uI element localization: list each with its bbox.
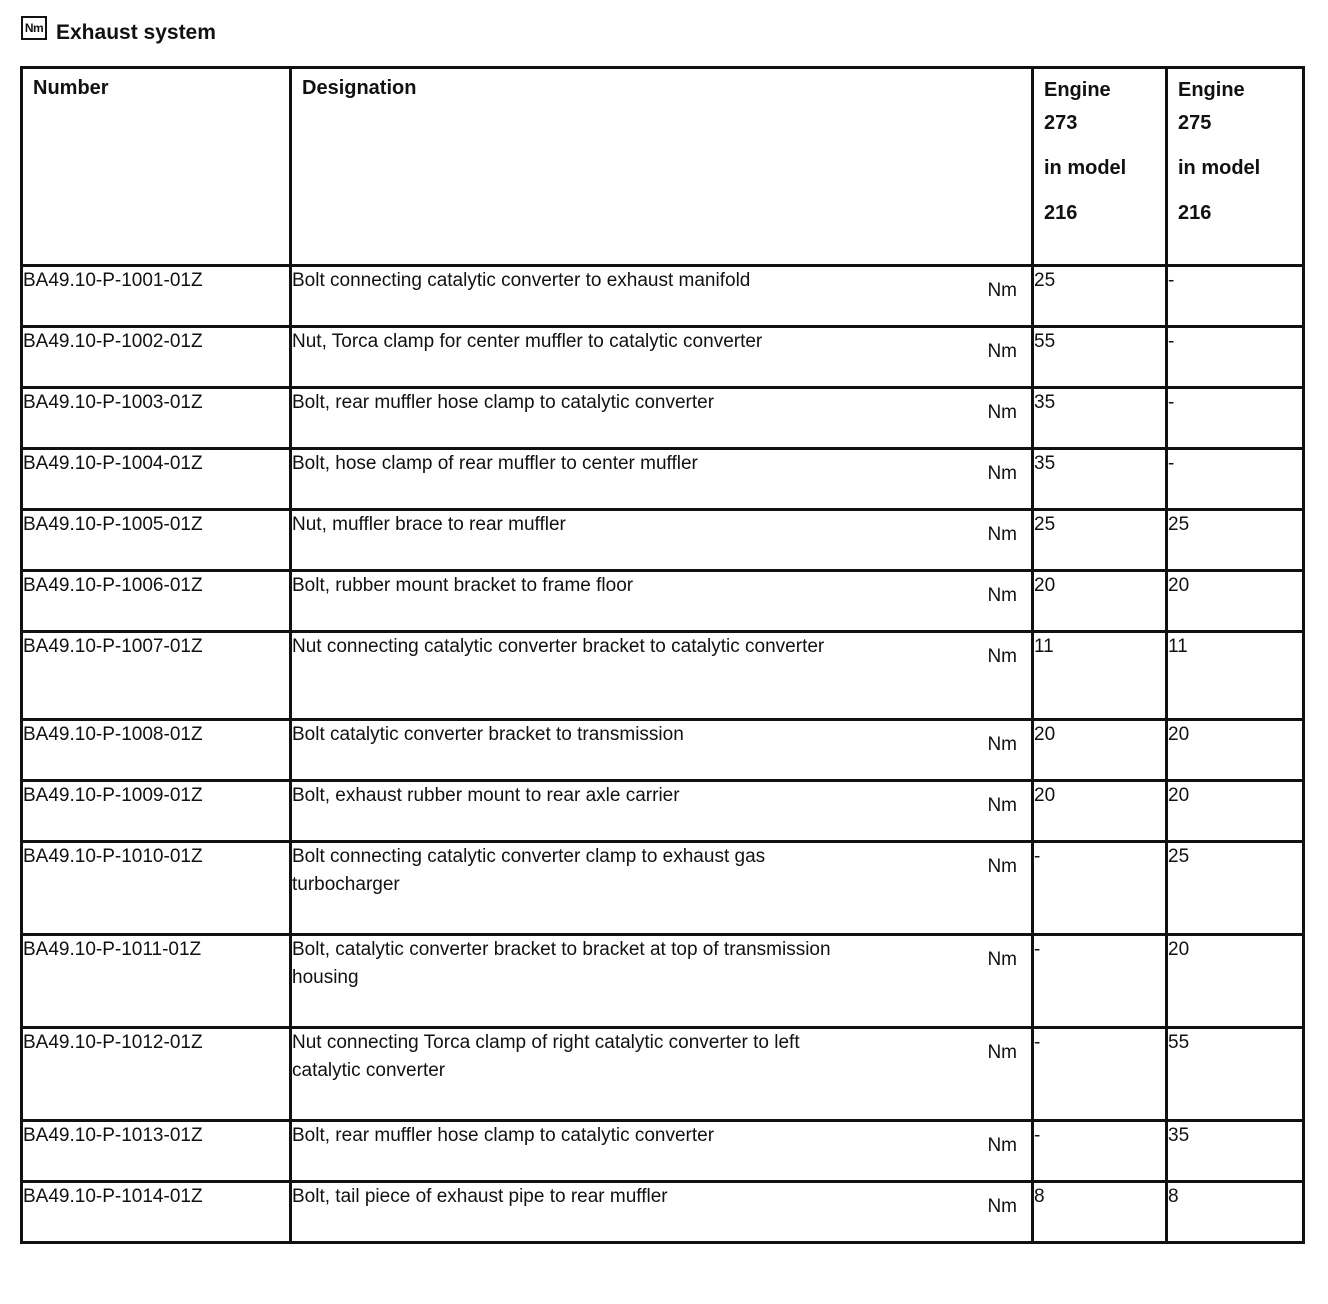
table-body [22, 266, 1304, 1243]
row-number: BA49.10-P-1003-01Z [22, 388, 291, 449]
row-designation-cell [291, 571, 1033, 632]
row-designation-cell [291, 1028, 1033, 1121]
row-unit: Nm [987, 1135, 1017, 1156]
table-row [22, 1121, 1304, 1182]
row-number: BA49.10-P-1008-01Z [22, 720, 291, 781]
row-value-engine-275: - [1167, 449, 1304, 510]
row-number: BA49.10-P-1004-01Z [22, 449, 291, 510]
row-value-engine-273: - [1033, 935, 1167, 1028]
row-unit: Nm [987, 280, 1017, 301]
row-value-engine-275: 8 [1167, 1182, 1304, 1243]
row-unit: Nm [987, 949, 1017, 970]
row-designation: Bolt, rear muffler hose clamp to catalytic converter [292, 392, 715, 413]
row-unit: Nm [987, 463, 1017, 484]
header-engine-275-code: 275 [1178, 112, 1212, 134]
row-value-engine-273: 20 [1033, 720, 1167, 781]
header-designation: Designation [291, 68, 1033, 266]
row-number: BA49.10-P-1010-01Z [22, 842, 291, 935]
row-designation: Bolt, rubber mount bracket to frame floor [292, 575, 634, 596]
row-unit: Nm [987, 795, 1017, 816]
header-engine-275-model-label: in model [1178, 157, 1261, 179]
row-number: BA49.10-P-1007-01Z [22, 632, 291, 720]
document-header [21, 16, 216, 46]
row-unit: Nm [987, 402, 1017, 423]
row-designation: Nut connecting Torca clamp of right catalytic converter to left catalytic converter [292, 1032, 800, 1081]
row-number: BA49.10-P-1005-01Z [22, 510, 291, 571]
row-value-engine-275: 20 [1167, 935, 1304, 1028]
row-designation: Nut connecting catalytic converter bracket to catalytic converter [292, 636, 825, 657]
header-engine-273 [1033, 68, 1167, 266]
table-row [22, 842, 1304, 935]
row-value-engine-273: - [1033, 842, 1167, 935]
row-value-engine-275: - [1167, 266, 1304, 327]
row-designation: Nut, Torca clamp for center muffler to catalytic converter [292, 331, 763, 352]
table-row [22, 781, 1304, 842]
row-designation: Nut, muffler brace to rear muffler [292, 514, 566, 535]
row-designation-cell [291, 632, 1033, 720]
row-value-engine-275: - [1167, 388, 1304, 449]
row-designation-cell [291, 842, 1033, 935]
row-unit: Nm [987, 856, 1017, 877]
row-designation-cell [291, 510, 1033, 571]
row-unit: Nm [987, 524, 1017, 545]
row-number: BA49.10-P-1012-01Z [22, 1028, 291, 1121]
row-value-engine-275: 20 [1167, 781, 1304, 842]
row-designation: Bolt, catalytic converter bracket to bracket at top of transmission housing [292, 939, 831, 988]
row-number: BA49.10-P-1011-01Z [22, 935, 291, 1028]
table-row [22, 266, 1304, 327]
header-engine-275-label: Engine [1178, 79, 1245, 101]
row-designation-cell [291, 1121, 1033, 1182]
row-value-engine-273: 25 [1033, 510, 1167, 571]
header-engine-273-code: 273 [1044, 112, 1078, 134]
row-designation-cell [291, 935, 1033, 1028]
row-value-engine-275: - [1167, 327, 1304, 388]
row-designation: Bolt, hose clamp of rear muffler to center muffler [292, 453, 698, 474]
row-value-engine-275: 35 [1167, 1121, 1304, 1182]
table-row [22, 632, 1304, 720]
table-row [22, 510, 1304, 571]
row-value-engine-275: 25 [1167, 510, 1304, 571]
row-unit: Nm [987, 341, 1017, 362]
table-row [22, 1028, 1304, 1121]
row-value-engine-273: 20 [1033, 781, 1167, 842]
row-unit: Nm [987, 646, 1017, 667]
torque-spec-table [20, 66, 1305, 1244]
row-designation: Bolt, exhaust rubber mount to rear axle carrier [292, 785, 680, 806]
row-value-engine-275: 55 [1167, 1028, 1304, 1121]
row-designation-cell [291, 388, 1033, 449]
table-row [22, 720, 1304, 781]
header-engine-273-model-label: in model [1044, 157, 1127, 179]
row-number: BA49.10-P-1014-01Z [22, 1182, 291, 1243]
table-row [22, 327, 1304, 388]
table-row [22, 388, 1304, 449]
header-engine-273-label: Engine [1044, 79, 1111, 101]
page-title: Exhaust system [56, 21, 216, 44]
table-row [22, 1182, 1304, 1243]
row-designation: Bolt connecting catalytic converter clamp to exhaust gas turbocharger [292, 846, 766, 895]
row-value-engine-273: 25 [1033, 266, 1167, 327]
row-unit: Nm [987, 585, 1017, 606]
table-row [22, 449, 1304, 510]
row-designation-cell [291, 327, 1033, 388]
row-value-engine-273: - [1033, 1121, 1167, 1182]
row-value-engine-273: 55 [1033, 327, 1167, 388]
row-value-engine-273: 35 [1033, 388, 1167, 449]
row-unit: Nm [987, 1196, 1017, 1217]
row-designation: Bolt, tail piece of exhaust pipe to rear muffler [292, 1186, 668, 1207]
row-number: BA49.10-P-1009-01Z [22, 781, 291, 842]
row-number: BA49.10-P-1002-01Z [22, 327, 291, 388]
header-number: Number [22, 68, 291, 266]
header-engine-273-model-code: 216 [1044, 202, 1078, 224]
row-designation-cell [291, 266, 1033, 327]
row-value-engine-273: 8 [1033, 1182, 1167, 1243]
row-designation-cell [291, 449, 1033, 510]
row-designation: Bolt, rear muffler hose clamp to catalytic converter [292, 1125, 715, 1146]
row-value-engine-275: 25 [1167, 842, 1304, 935]
header-engine-275-model-code: 216 [1178, 202, 1212, 224]
row-unit: Nm [987, 734, 1017, 755]
table-row [22, 571, 1304, 632]
row-designation: Bolt connecting catalytic converter to exhaust manifold [292, 270, 751, 291]
row-value-engine-275: 20 [1167, 720, 1304, 781]
row-value-engine-273: 11 [1033, 632, 1167, 720]
table-row [22, 935, 1304, 1028]
row-designation-cell [291, 1182, 1033, 1243]
torque-nm-icon: Nm [21, 16, 47, 40]
row-designation: Bolt catalytic converter bracket to transmission [292, 724, 684, 745]
row-designation-cell [291, 781, 1033, 842]
row-value-engine-275: 20 [1167, 571, 1304, 632]
row-number: BA49.10-P-1006-01Z [22, 571, 291, 632]
row-value-engine-273: 20 [1033, 571, 1167, 632]
row-value-engine-273: 35 [1033, 449, 1167, 510]
row-designation-cell [291, 720, 1033, 781]
header-engine-275 [1167, 68, 1304, 266]
row-value-engine-275: 11 [1167, 632, 1304, 720]
row-value-engine-273: - [1033, 1028, 1167, 1121]
row-number: BA49.10-P-1013-01Z [22, 1121, 291, 1182]
row-number: BA49.10-P-1001-01Z [22, 266, 291, 327]
row-unit: Nm [987, 1042, 1017, 1063]
table-header-row [22, 68, 1304, 266]
